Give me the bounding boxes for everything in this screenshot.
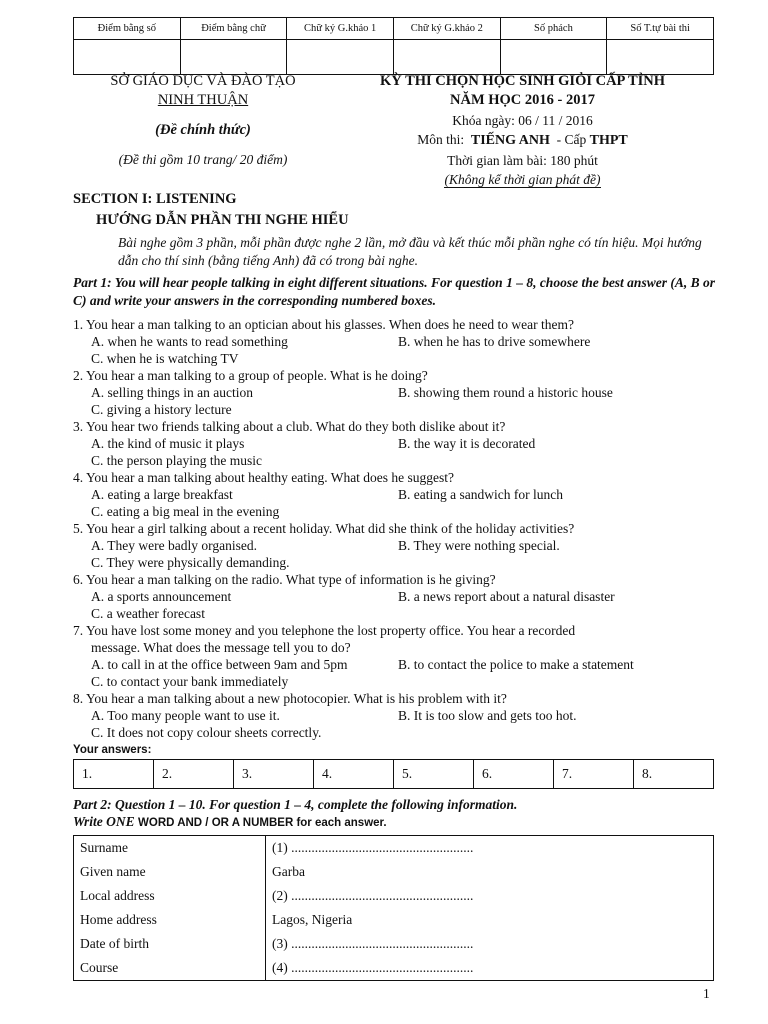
answer-box-6[interactable]: 6.	[474, 760, 554, 789]
info-form	[73, 835, 714, 981]
subject-name: TIẾNG ANH	[470, 133, 550, 148]
form-row	[74, 956, 714, 981]
page-number: 1	[703, 986, 710, 1001]
score-cell[interactable]	[500, 40, 607, 75]
write-label: Write	[73, 814, 103, 829]
score-header-examiner2: Chữ ký G.khảo 2	[393, 18, 500, 40]
question-stem: 8. You hear a man talking about a new photocopier. What is his problem with it?	[73, 691, 507, 706]
option-c: C. to contact your bank immediately	[91, 674, 289, 689]
answer-box-7[interactable]: 7.	[554, 760, 634, 789]
answer-box-1[interactable]: 1.	[74, 760, 154, 789]
answer-table	[73, 759, 714, 789]
question-stem: 3. You hear two friends talking about a club. What do they both dislike about it?	[73, 419, 506, 434]
form-row	[74, 836, 714, 861]
score-header-order: Số T.tự bài thi	[607, 18, 714, 40]
answer-box-4[interactable]: 4.	[314, 760, 394, 789]
question-stem: 1. You hear a man talking to an optician about his glasses. When does he need to wear them?	[73, 317, 575, 332]
option-a: A. Too many people want to use it.	[91, 708, 280, 723]
exam-title: KỲ THI CHỌN HỌC SINH GIỎI CẤP TỈNH	[379, 73, 666, 89]
form-row	[74, 908, 714, 932]
option-c: C. a weather forecast	[91, 606, 205, 621]
option-a: A. selling things in an auction	[91, 385, 253, 400]
option-c: C. when he is watching TV	[91, 351, 239, 366]
question-1	[73, 316, 718, 367]
form-value[interactable]: (4) ......................................................	[266, 956, 714, 981]
option-b: B. It is too slow and gets too hot.	[398, 708, 577, 723]
score-cell[interactable]	[607, 40, 714, 75]
exam-subject	[330, 130, 715, 151]
form-value[interactable]: (2) ......................................................	[266, 884, 714, 908]
option-b: B. eating a sandwich for lunch	[398, 487, 563, 502]
part2-instruction: Part 2: Question 1 – 10. For question 1 – 4, complete the following information.	[73, 797, 518, 812]
section-subtitle: HƯỚNG DẪN PHẦN THI NGHE HIỂU	[96, 212, 349, 228]
form-value: Lagos, Nigeria	[266, 908, 714, 932]
answer-box-8[interactable]: 8.	[634, 760, 714, 789]
option-a: A. when he wants to read something	[91, 334, 288, 349]
answer-box-3[interactable]: 3.	[234, 760, 314, 789]
option-c: C. giving a history lecture	[91, 402, 232, 417]
option-a: A. They were badly organised.	[91, 538, 257, 553]
level-label: - Cấp	[556, 132, 587, 147]
option-b: B. when he has to drive somewhere	[398, 334, 591, 349]
exam-duration: Thời gian làm bài: 180 phút	[447, 153, 598, 168]
score-header-code: Số phách	[500, 18, 607, 40]
form-row	[74, 884, 714, 908]
official-label: (Đề chính thức)	[155, 122, 251, 138]
form-label: Course	[74, 956, 266, 981]
province-name: NINH THUẬN	[157, 92, 249, 108]
exam-date: Khóa ngày: 06 / 11 / 2016	[452, 113, 593, 128]
score-header-words: Điểm bằng chữ	[180, 18, 287, 40]
option-a: A. to call in at the office between 9am and 5pm	[91, 657, 348, 672]
one-label: ONE	[106, 814, 135, 829]
option-a: A. eating a large breakfast	[91, 487, 233, 502]
question-stem: 2. You hear a man talking to a group of people. What is he doing?	[73, 368, 428, 383]
form-label: Given name	[74, 860, 266, 884]
score-cell[interactable]	[74, 40, 181, 75]
question-stem: 4. You hear a man talking about healthy eating. What does he suggest?	[73, 470, 455, 485]
score-header-number: Điểm bằng số	[74, 18, 181, 40]
form-value: Garba	[266, 860, 714, 884]
score-table	[73, 17, 714, 75]
option-a: A. the kind of music it plays	[91, 436, 245, 451]
option-c: C. They were physically demanding.	[91, 555, 290, 570]
subject-label: Môn thi:	[417, 132, 465, 147]
option-c: C. the person playing the music	[91, 453, 262, 468]
word-limit-text: WORD AND / OR A NUMBER for each answer.	[138, 817, 387, 829]
score-cell[interactable]	[180, 40, 287, 75]
school-year: NĂM HỌC 2016 - 2017	[450, 92, 595, 108]
answers-label: Your answers:	[73, 744, 152, 756]
option-b: B. the way it is decorated	[398, 436, 536, 451]
form-row	[74, 932, 714, 956]
level-name: THPT	[589, 133, 628, 148]
part2-word-limit	[73, 814, 387, 830]
form-value[interactable]: (1) ......................................................	[266, 836, 714, 861]
question-8	[73, 690, 718, 741]
question-6	[73, 571, 718, 622]
part1-instruction: Part 1: You will hear people talking in eight different situations. For question 1 – 8, choose the best answer (A, B or C) and write your answers in the corresponding numbered boxes.	[73, 275, 715, 308]
form-row	[74, 860, 714, 884]
question-stem: 7. You have lost some money and you telephone the lost property office. You hear a recorded	[73, 623, 576, 638]
section-title: SECTION I: LISTENING	[73, 191, 237, 207]
question-stem-continued: message. What does the message tell you to do?	[91, 640, 351, 655]
answer-box-5[interactable]: 5.	[394, 760, 474, 789]
option-c: C. eating a big meal in the evening	[91, 504, 280, 519]
duration-note: (Không kể thời gian phát đề)	[444, 172, 601, 187]
form-value[interactable]: (3) ......................................................	[266, 932, 714, 956]
option-b: B. a news report about a natural disaster	[398, 589, 615, 604]
page-count-note: (Đề thi gồm 10 trang/ 20 điểm)	[118, 152, 288, 167]
question-list	[73, 316, 718, 741]
question-stem: 5. You hear a girl talking about a recent holiday. What did she think of the holiday activities?	[73, 521, 575, 536]
option-b: B. to contact the police to make a statement	[398, 657, 634, 672]
department-header	[73, 72, 333, 170]
form-label: Date of birth	[74, 932, 266, 956]
question-2	[73, 367, 718, 418]
option-b: B. They were nothing special.	[398, 538, 560, 553]
option-a: A. a sports announcement	[91, 589, 232, 604]
answer-box-2[interactable]: 2.	[154, 760, 234, 789]
option-c: C. It does not copy colour sheets correctly.	[91, 725, 322, 740]
section-instruction: Bài nghe gồm 3 phần, mỗi phần được nghe 2 lần, mở đầu và kết thúc mỗi phần nghe có tín hiệu. Mọi hướng dẫn cho thí sinh (bằng tiếng Anh) đã có trong bài nghe.	[118, 235, 702, 268]
score-cell[interactable]	[393, 40, 500, 75]
score-header-examiner1: Chữ ký G.khảo 1	[287, 18, 394, 40]
question-4	[73, 469, 718, 520]
question-3	[73, 418, 718, 469]
question-stem: 6. You hear a man talking on the radio. What type of information is he giving?	[73, 572, 496, 587]
department-name: SỞ GIÁO DỤC VÀ ĐÀO TẠO	[110, 73, 296, 89]
question-7	[73, 622, 718, 690]
exam-header	[330, 72, 715, 189]
score-cell[interactable]	[287, 40, 394, 75]
option-b: B. showing them round a historic house	[398, 385, 613, 400]
form-label: Local address	[74, 884, 266, 908]
question-5	[73, 520, 718, 571]
form-label: Home address	[74, 908, 266, 932]
form-label: Surname	[74, 836, 266, 861]
